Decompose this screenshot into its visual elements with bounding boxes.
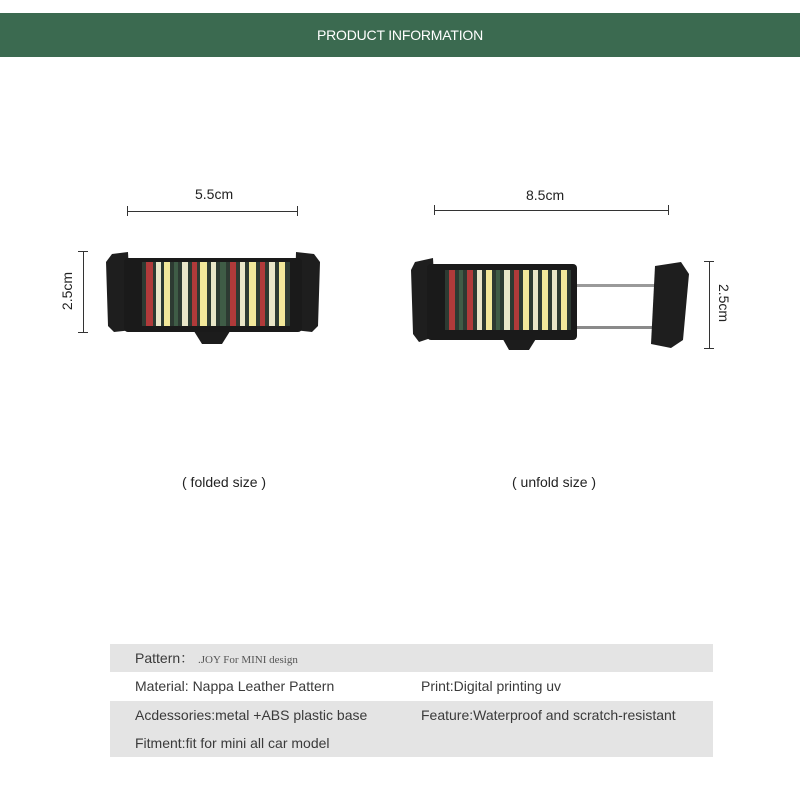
folded-width-tick-left — [127, 206, 128, 216]
spec-row-material — [110, 672, 713, 700]
folded-height-label: 2.5cm — [59, 271, 76, 311]
folded-height-tick-top — [78, 251, 88, 252]
folded-phone-holder-image — [100, 240, 330, 355]
folded-height-line — [83, 251, 84, 333]
folded-stripe-panel — [142, 262, 290, 326]
unfolded-height-tick-top — [704, 261, 714, 262]
material-text: Material: Nappa Leather Pattern — [135, 678, 335, 694]
spec-row-fitment — [110, 729, 713, 757]
folded-width-line — [127, 211, 298, 212]
fitment-text: Fitment:fit for mini all car model — [135, 735, 330, 751]
print-text: Print:Digital printing uv — [421, 678, 562, 694]
pattern-cell — [135, 644, 298, 672]
unfolded-width-tick-left — [434, 205, 435, 215]
folded-height-tick-bottom — [78, 332, 88, 333]
pattern-label: Pattern： — [135, 650, 195, 666]
folded-width-label: 5.5cm — [195, 186, 234, 202]
unfolded-width-line — [434, 210, 669, 211]
unfolded-stripe-panel — [445, 270, 571, 330]
pattern-value: .JOY For MINI design — [198, 654, 298, 666]
header-title: PRODUCT INFORMATION — [316, 27, 483, 43]
unfolded-height-line — [709, 261, 710, 349]
unfolded-height-label: 2.5cm — [716, 283, 733, 323]
unfolded-width-tick-right — [668, 205, 669, 215]
unfold-size-caption: ( unfold size ) — [512, 474, 597, 490]
spec-row-accessories — [110, 701, 713, 729]
folded-width-tick-right — [297, 206, 298, 216]
unfolded-phone-holder-image — [405, 250, 695, 360]
spec-row-pattern — [110, 644, 713, 672]
folded-size-caption: ( folded size ) — [182, 474, 267, 490]
accessories-text: Acdessories:metal +ABS plastic base — [135, 707, 368, 723]
product-information-header — [0, 13, 800, 57]
feature-text: Feature:Waterproof and scratch-resistant — [421, 707, 676, 723]
unfolded-height-tick-bottom — [704, 348, 714, 349]
unfolded-width-label: 8.5cm — [526, 187, 565, 203]
